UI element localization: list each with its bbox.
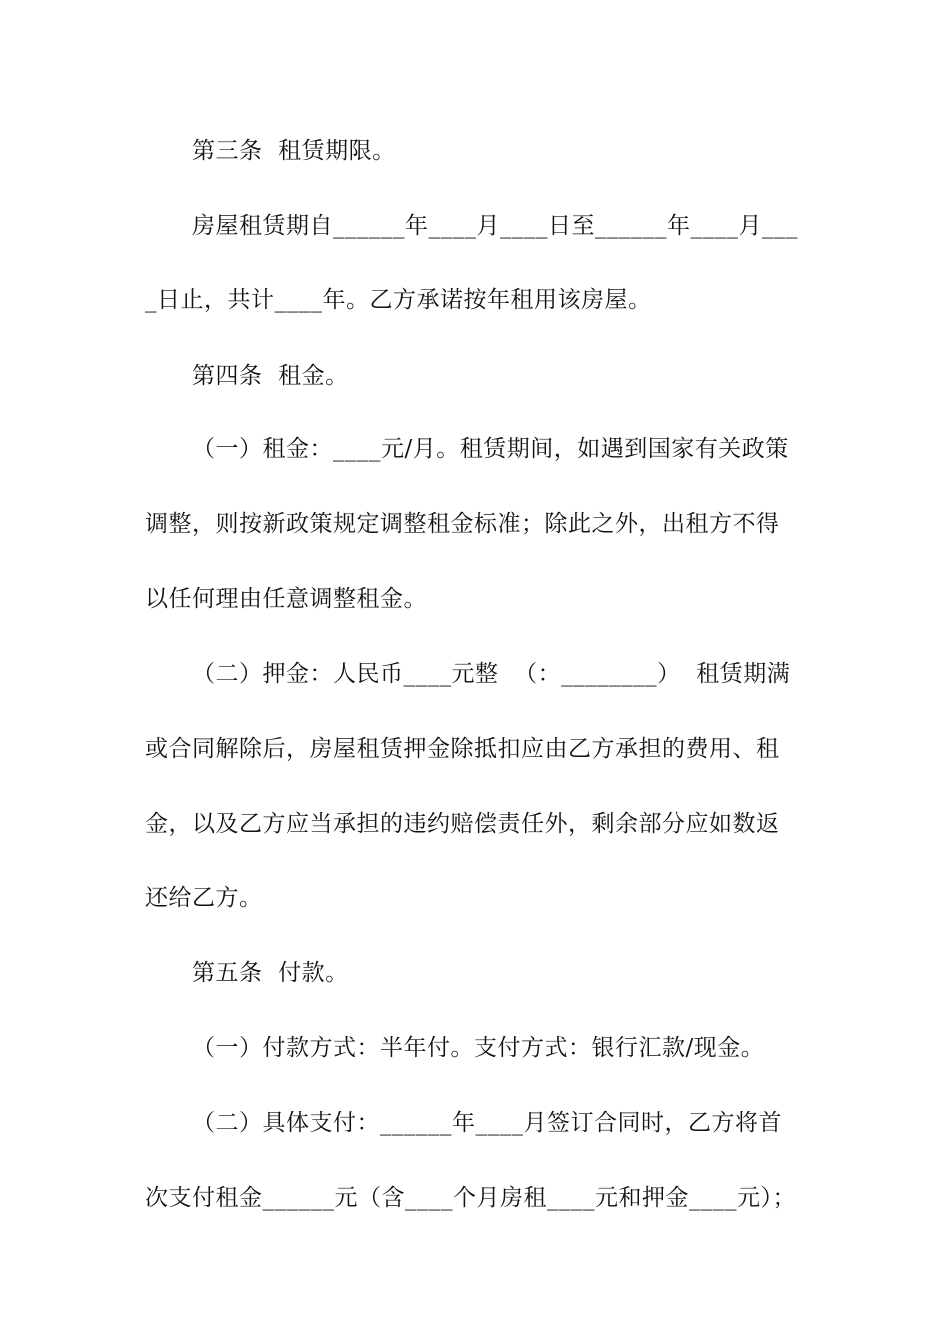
text-line: 房屋租赁期自______年____月____日至______年____月___ — [192, 213, 798, 239]
text-line: 还给乙方。 — [145, 885, 263, 911]
text-line: （二）具体支付：______年____月签订合同时，乙方将首 — [192, 1110, 782, 1136]
article-5-heading: 第五条 付款。 — [192, 960, 349, 986]
text-line: （一）租金：____元/月。租赁期间，如遇到国家有关政策 — [192, 436, 789, 462]
text-line: 金，以及乙方应当承担的违约赔偿责任外，剩余部分应如数返 — [145, 811, 780, 837]
text-line: 调整，则按新政策规定调整租金标准；除此之外，出租方不得 — [145, 511, 780, 537]
text-line: 次支付租金______元（含____个月房租____元和押金____元）； — [145, 1185, 796, 1211]
text-line: _日止，共计____年。乙方承诺按年租用该房屋。 — [145, 287, 652, 313]
text-line: 以任何理由任意调整租金。 — [145, 586, 427, 612]
article-3-heading: 第三条 租赁期限。 — [192, 138, 396, 164]
text-line: （二）押金：人民币____元整 （：________） 租赁期满 — [192, 661, 791, 687]
text-line: （一）付款方式：半年付。支付方式：银行汇款/现金。 — [192, 1035, 765, 1061]
text-line: 或合同解除后，房屋租赁押金除抵扣应由乙方承担的费用、租 — [145, 736, 780, 762]
article-4-heading: 第四条 租金。 — [192, 363, 349, 389]
